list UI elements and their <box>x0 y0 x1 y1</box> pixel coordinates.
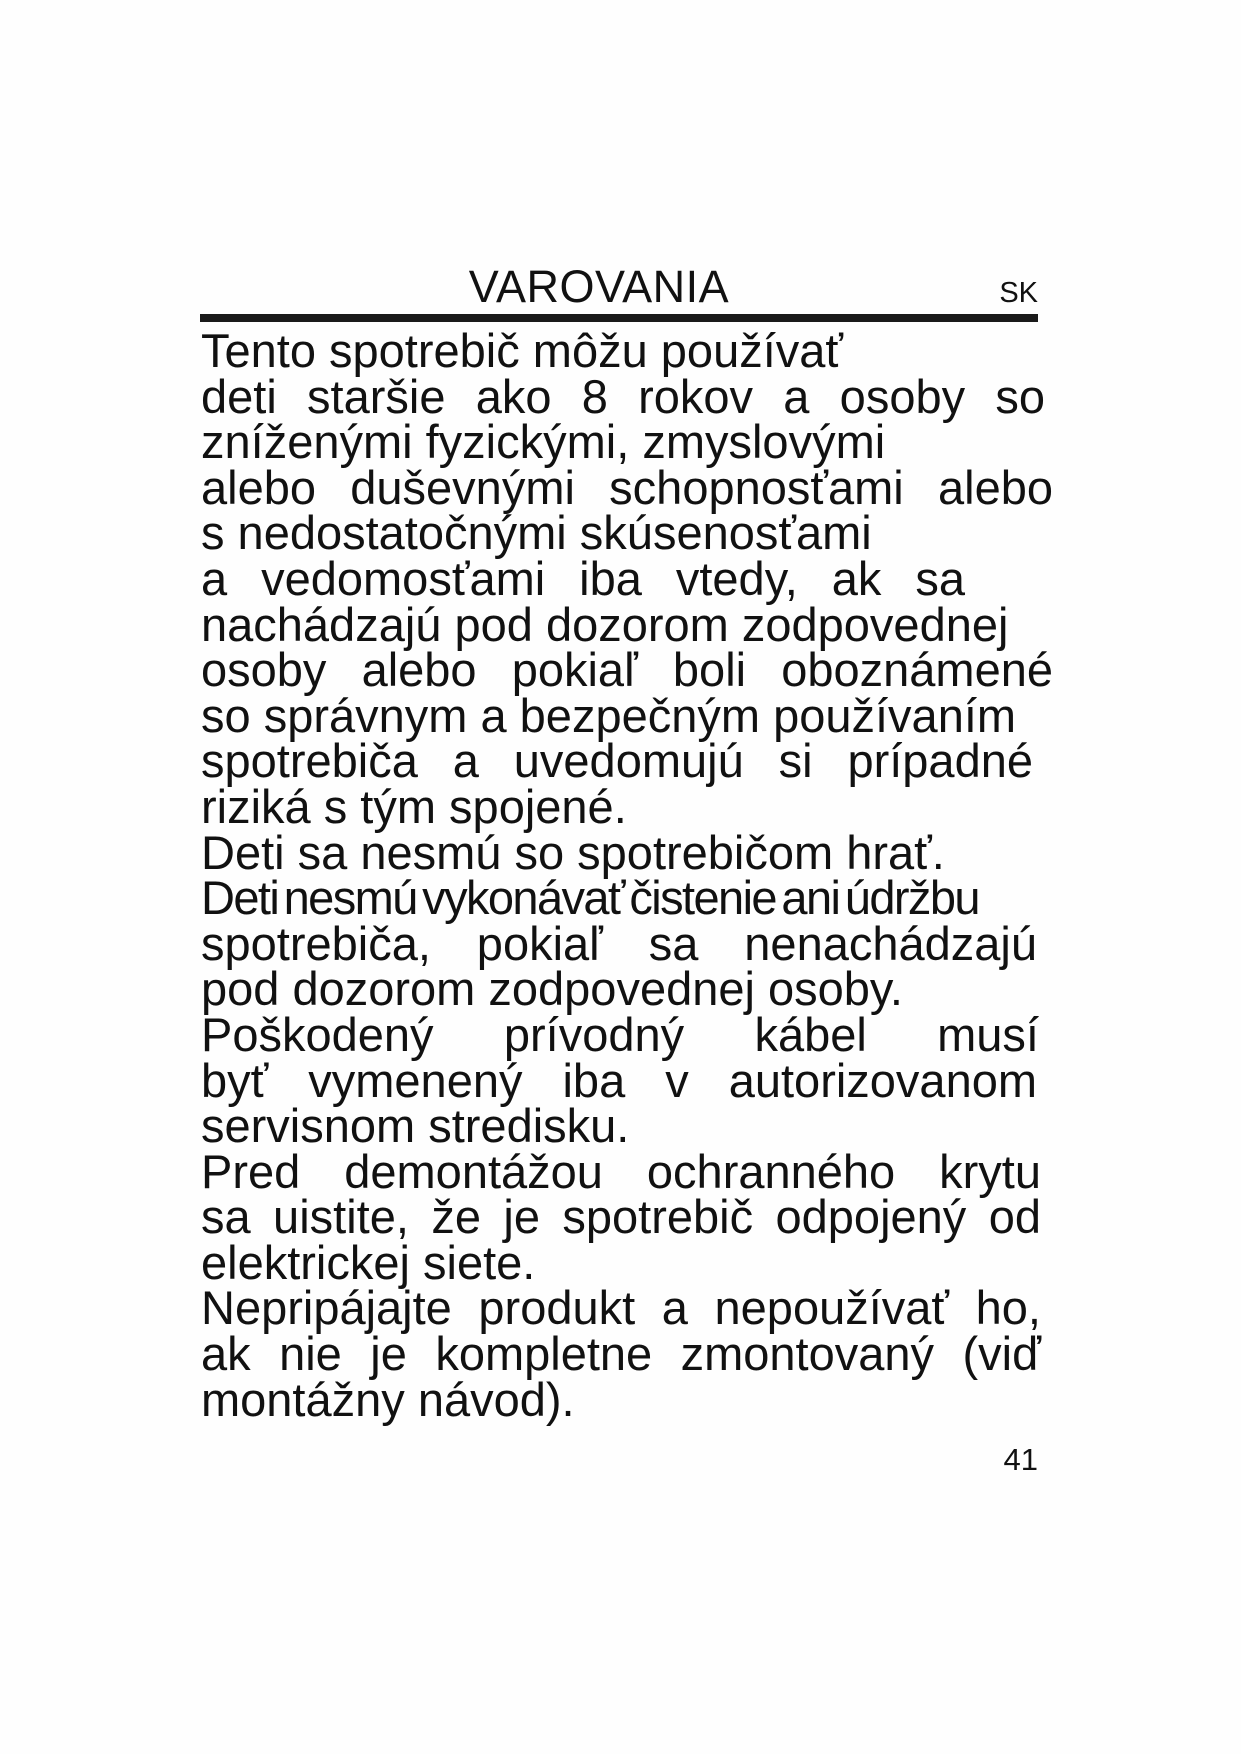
warning-text <box>201 324 1053 1426</box>
text-line: elektrickej siete. <box>201 1235 536 1289</box>
text-line: so správnym a bezpečným používaním <box>201 688 1017 742</box>
text-line: osoby alebo pokiaľ boli oboznámené <box>201 643 1053 697</box>
text-line: Poškodený prívodný kábel musí <box>201 1007 1039 1061</box>
text-line: riziká s tým spojené. <box>201 779 627 833</box>
text-line: s nedostatočnými skúsenosťami <box>201 506 872 560</box>
text-line: Deti sa nesmú so spotrebičom hrať. <box>201 825 945 879</box>
text-line: Nepripájajte produkt a nepoužívať ho, <box>201 1281 1041 1335</box>
text-line: alebo duševnými schopnosťami alebo <box>201 460 1053 514</box>
text-line: a vedomosťami iba vtedy, ak sa <box>201 551 965 605</box>
text-line: Tento spotrebič môžu používať <box>201 324 844 377</box>
text-line: pod dozorom zodpovednej osoby. <box>201 962 903 1016</box>
text-line: Deti nesmú vykonávať čistenie ani údržbu <box>201 871 979 925</box>
text-line: servisnom stredisku. <box>201 1099 630 1153</box>
text-line: Pred demontážou ochranného krytu <box>201 1144 1041 1198</box>
text-line: montážny návod). <box>201 1372 575 1426</box>
text-line: sa uistite, že je spotrebič odpojený od <box>201 1190 1041 1244</box>
page-number: 41 <box>1003 1442 1038 1477</box>
text-line: spotrebiča, pokiaľ sa nenachádzajú <box>201 916 1037 970</box>
text-line: spotrebiča a uvedomujú si prípadné <box>201 734 1033 788</box>
text-line: byť vymenený iba v autorizovanom <box>201 1053 1037 1107</box>
language-code: SK <box>999 277 1038 309</box>
page-header <box>200 262 1038 312</box>
text-line: zníženými fyzickými, zmyslovými <box>201 415 886 469</box>
text-line: nachádzajú pod dozorom zodpovednej <box>201 597 1009 651</box>
text-line: deti staršie ako 8 rokov a osoby so <box>201 369 1045 423</box>
section-title: VAROVANIA <box>468 261 730 312</box>
header-divider <box>200 314 1038 322</box>
text-line: ak nie je kompletne zmontovaný (viď <box>201 1327 1041 1381</box>
